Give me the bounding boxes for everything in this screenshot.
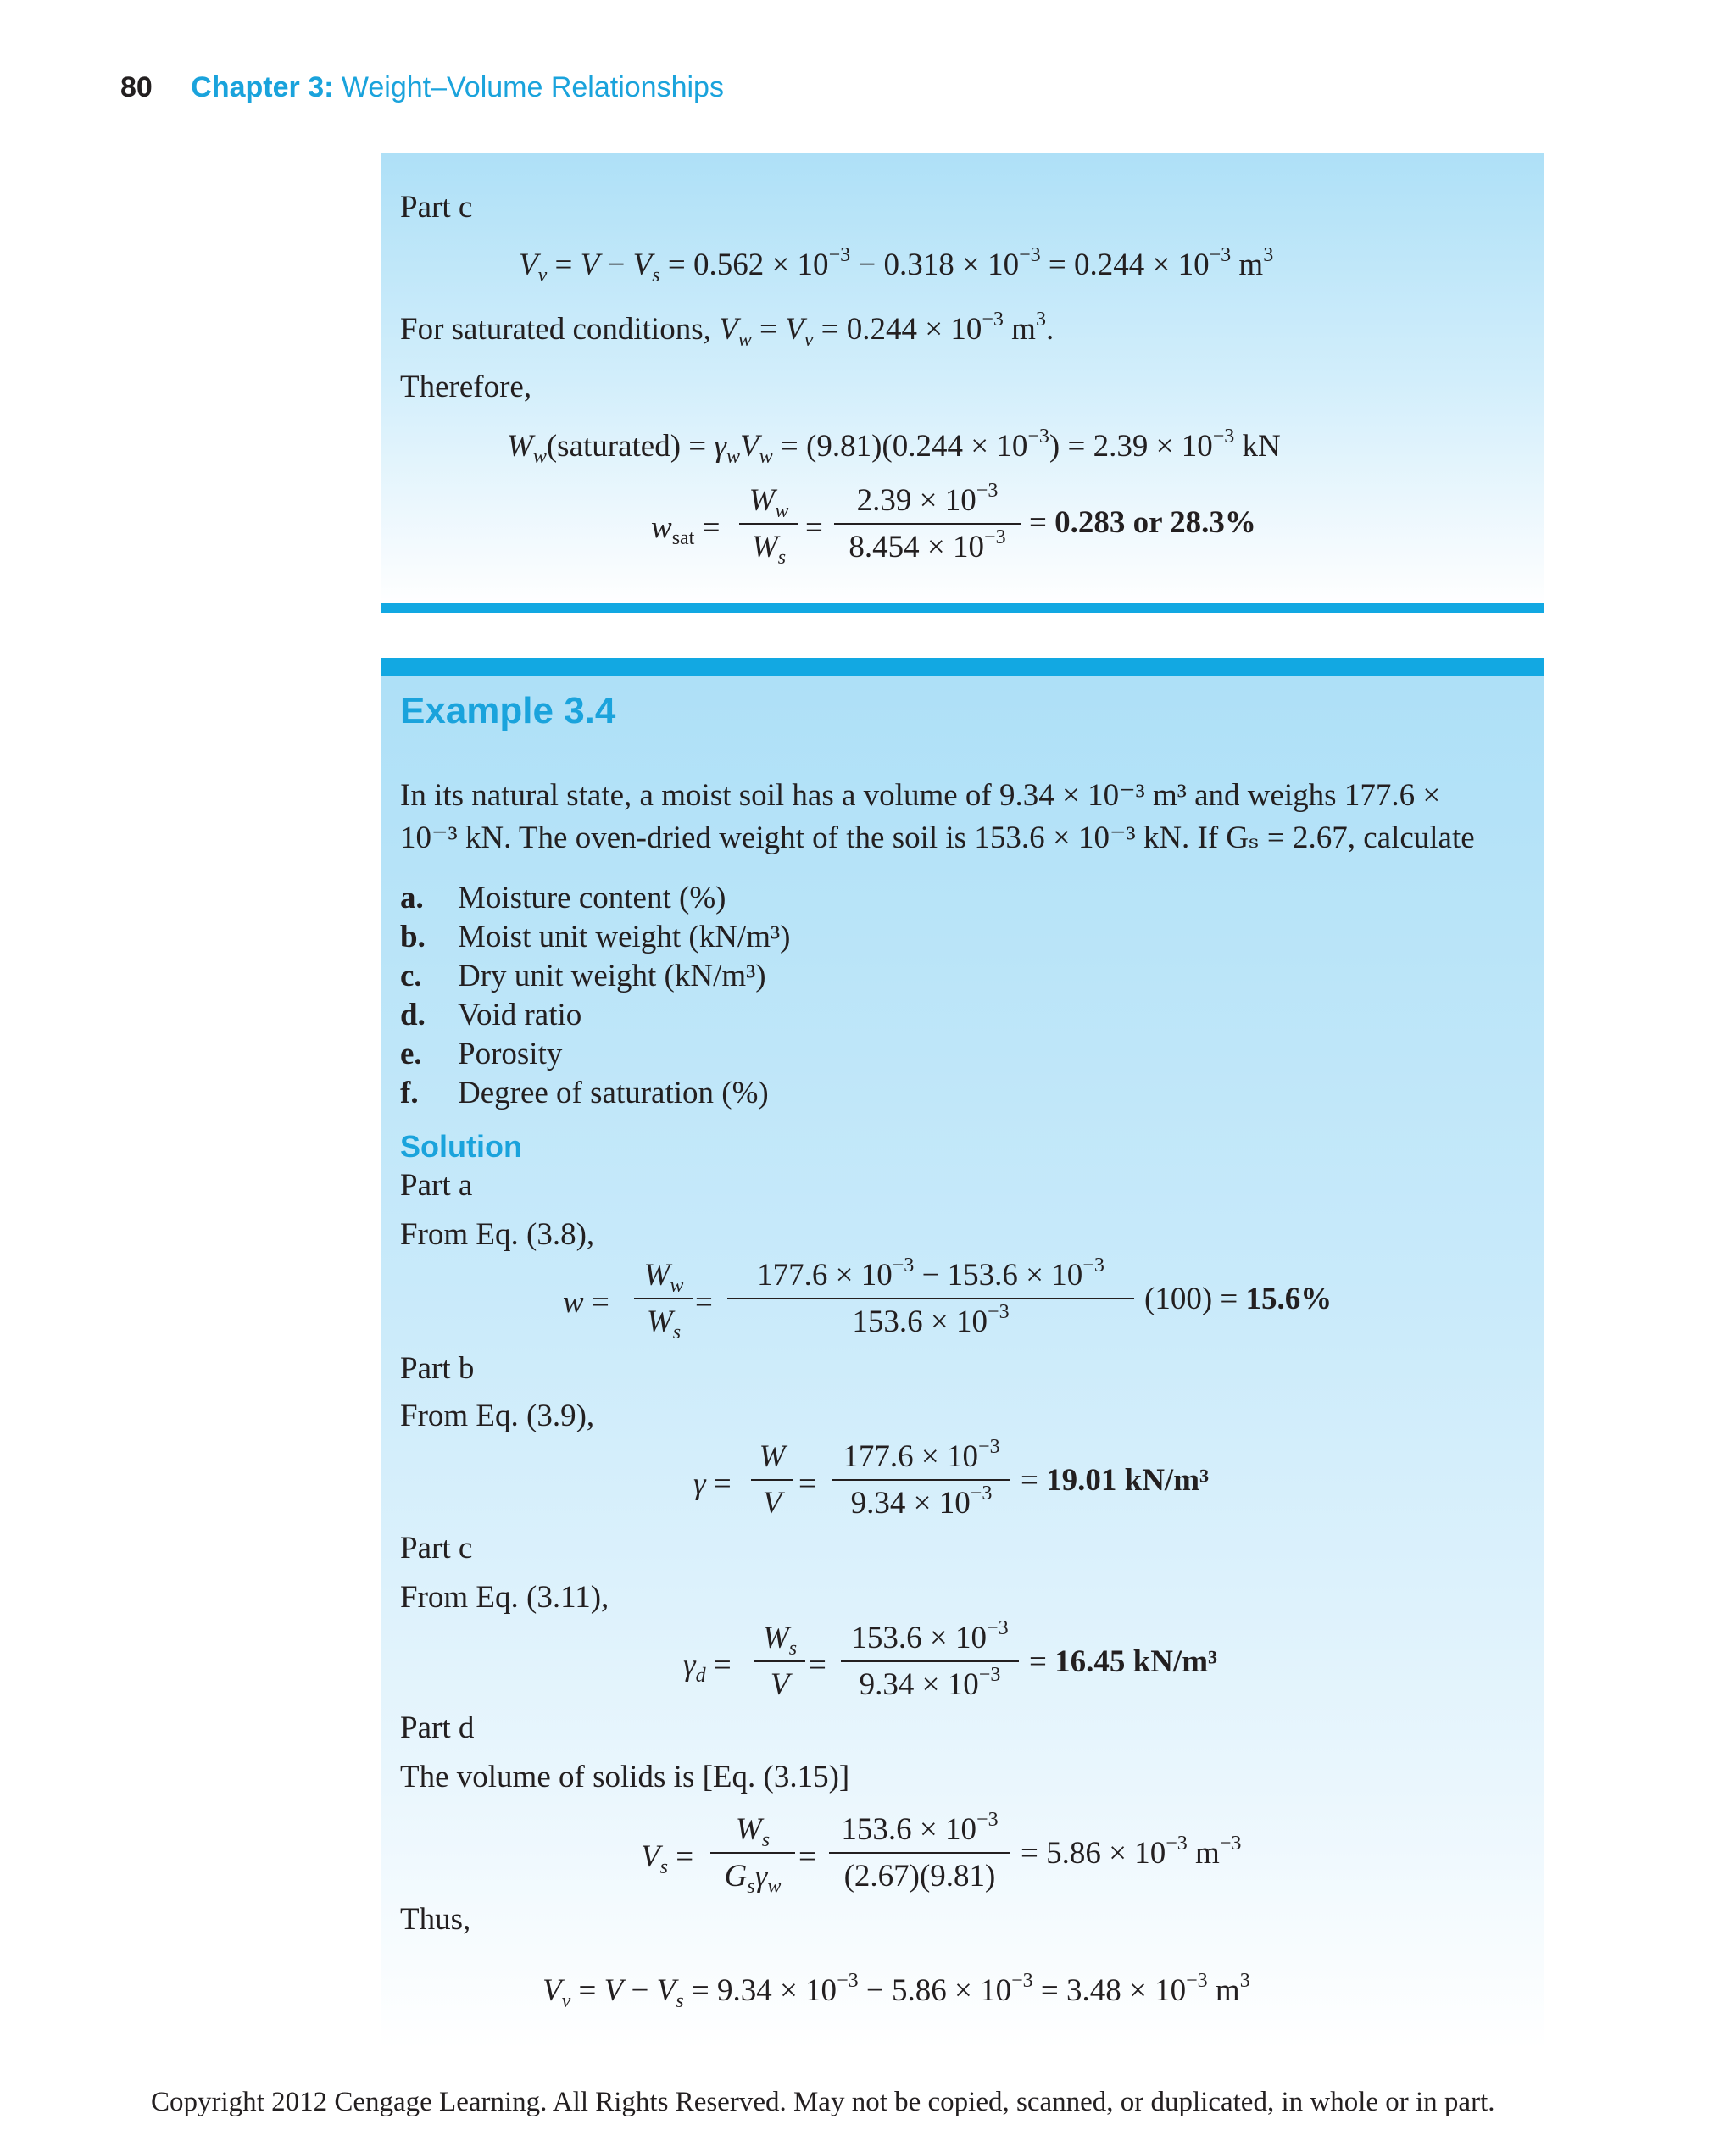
solution-heading: Solution [400,1129,522,1164]
ws-over-gs-gamma-fraction: $W_s$ $G_s\gamma_w$ [710,1814,795,1892]
box-bottom-rule [381,603,1544,613]
part-c-solution-label: Part c [400,1531,473,1566]
copyright-notice: Copyright 2012 Cengage Learning. All Rights Reserved. May not be copied, scanned, or duplicated, in whole or in part. [151,2087,1495,2117]
vs-result: = $5.86 \times 10^{-3}$ $m^{-3}$ [1021,1833,1242,1871]
item-e-label: e. [400,1037,422,1071]
item-c-label: c. [400,959,422,993]
item-b-label: b. [400,920,426,954]
problem-line-2: 10⁻³ kN. The oven-dried weight of the soil is 153.6 × 10⁻³ kN. If Gₛ = 2.67, calculate [400,820,1475,855]
item-e-text: Porosity [458,1037,563,1071]
moisture-value-fraction: $177.6 \times 10^{-3} - 153.6 \times 10^{-3}$ $153.6 \times 10^{-3}$ [727,1260,1134,1338]
part-c-label: Part c [400,190,473,225]
dry-unit-result-value: 16.45 kN/m³ [1054,1644,1218,1679]
from-eq-38: From Eq. (3.8), [400,1217,595,1252]
part-a-label: Part a [400,1168,473,1203]
problem-line-1: In its natural state, a moist soil has a volume of 9.34 × 10⁻³ m³ and weighs 177.6 × [400,778,1441,813]
equals-sign: = [798,1466,816,1501]
wsat-value-fraction: $2.39 \times 10^{-3}$ $8.454 \times 10^{-3}$ [834,485,1021,563]
ws-over-v-fraction: $W_s$ V [754,1622,805,1700]
moisture-lhs: w = [563,1285,609,1320]
saturated-weight-equation: $W_w(saturated) = \gamma_wV_w = (9.81)(0.244 \times 10^{-3}) = 2.39 \times 10^{-3}$ kN [507,426,1281,468]
from-eq-311: From Eq. (3.11), [400,1580,609,1615]
equals-sign: = [809,1648,826,1683]
moisture-result-value: 15.6% [1245,1282,1333,1316]
therefore-label: Therefore, [400,370,532,404]
moist-unit-value-fraction: $177.6 \times 10^{-3}$ $9.34 \times 10^{-3}$ [832,1441,1010,1519]
thus-label: Thus, [400,1902,471,1937]
dry-unit-lhs: $\gamma_d$ = [683,1648,732,1687]
item-f-text: Degree of saturation (%) [458,1076,769,1110]
equals-sign: = [805,510,823,545]
saturated-conditions-line: For saturated conditions, $V_w = V_v = 0.244 \times 10^{-3}$ $m^3$. [400,309,1054,351]
moisture-ratio-fraction: $W_w$ $W_s$ [634,1260,693,1338]
void-volume-equation: $V_v = V - V_s = 0.562 \times 10^{-3} - 0.318 \times 10^{-3} = 0.244 \times 10^{-3}$ $m^3$ [519,244,1274,286]
item-b-text: Moist unit weight (kN/m³) [458,920,791,954]
dry-unit-result: = 16.45 kN/m³ [1029,1644,1218,1679]
part-d-label: Part d [400,1710,475,1745]
wsat-lhs: $w_{sat}$ = [651,510,721,549]
moist-unit-result-value: 19.01 kN/m³ [1046,1463,1210,1498]
moist-unit-result: = 19.01 kN/m³ [1021,1463,1210,1498]
vs-lhs: $V_s$ = [641,1839,694,1878]
chapter-label: Chapter 3: [191,71,334,103]
w-over-v-fraction: W V [751,1441,793,1519]
volume-solids-text: The volume of solids is [Eq. (3.15)] [400,1760,850,1794]
item-f-label: f. [400,1076,419,1110]
item-c-text: Dry unit weight (kN/m³) [458,959,766,993]
equals-sign: = [695,1285,713,1320]
wsat-result-value: 0.283 or 28.3% [1054,505,1256,540]
wsat-result: = 0.283 or 28.3% [1029,505,1256,540]
moist-unit-lhs: γ = [693,1466,732,1501]
example-title: Example 3.4 [400,690,616,731]
dry-unit-value-fraction: $153.6 \times 10^{-3}$ $9.34 \times 10^{-3}$ [841,1622,1019,1700]
void-volume-final-equation: $V_v = V - V_s = 9.34 \times 10^{-3} - 5.86 \times 10^{-3} = 3.48 \times 10^{-3}$ $m^3$ [542,1970,1250,2012]
item-d-text: Void ratio [458,998,582,1032]
from-eq-39: From Eq. (3.9), [400,1399,595,1433]
item-a-text: Moisture content (%) [458,881,726,915]
vs-value-fraction: $153.6 \times 10^{-3}$ (2.67)(9.81) [829,1814,1010,1892]
item-d-label: d. [400,998,426,1032]
saturated-text: For saturated conditions, [400,312,711,347]
example-top-rule [381,658,1544,676]
item-a-label: a. [400,881,424,915]
moisture-result: (100) = 15.6% [1144,1282,1333,1316]
running-header [120,71,724,104]
chapter-title: Weight–Volume Relationships [341,71,724,103]
part-b-label: Part b [400,1351,475,1386]
page-number: 80 [120,71,153,103]
ww-ws-fraction: $W_w$ $W_s$ [739,485,798,563]
equals-sign: = [798,1839,816,1874]
